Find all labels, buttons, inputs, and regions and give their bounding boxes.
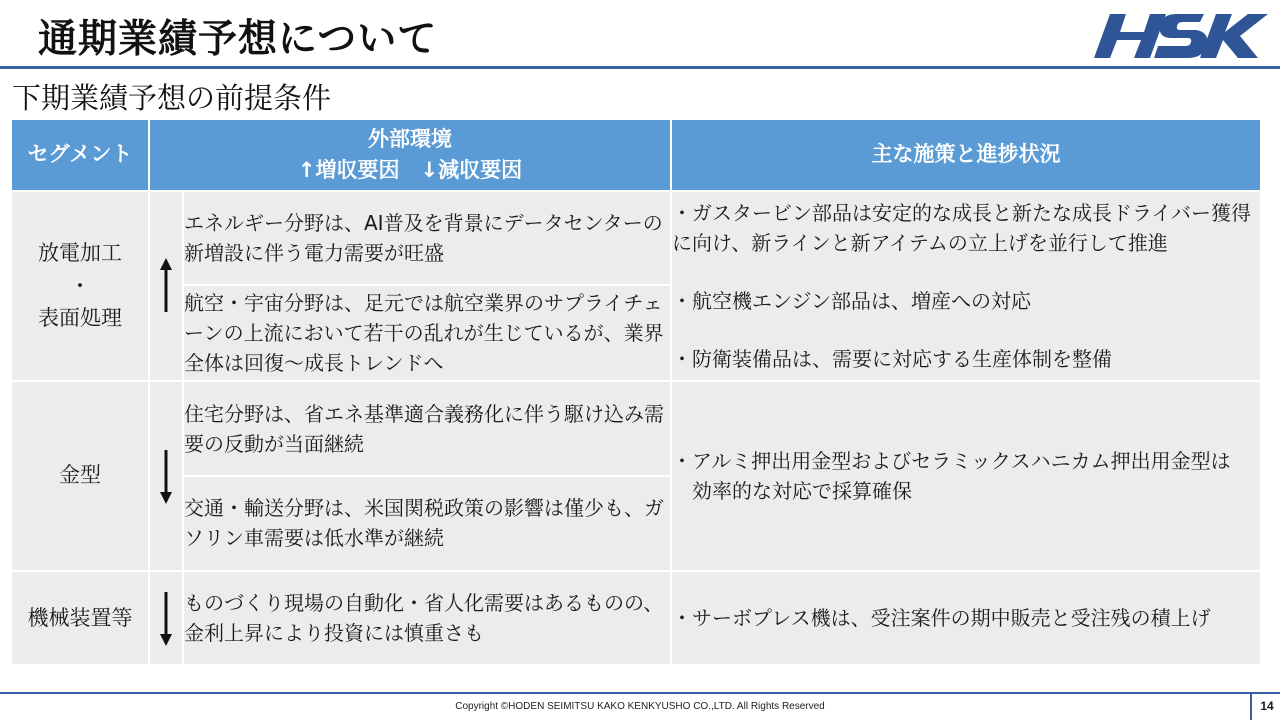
header-divider (0, 66, 1280, 69)
measure-item: ・防衛装備品は、需要に対応する生産体制を整備 (672, 347, 1113, 372)
header-environment-line2: ↑増収要因 ↓減収要因 (297, 158, 523, 183)
header-environment (149, 119, 671, 191)
measures-cell (671, 571, 1261, 665)
measure-item: ・ガスタービン部品は安定的な成長と新たな成長ドライバー獲得に向け、新ラインと新アイテムの立上げを並行して推進 (672, 201, 1252, 256)
page-number: 14 (1250, 694, 1280, 720)
measure-item: ・航空機エンジン部品は、増産への対応 (672, 289, 1032, 314)
segment-cell-edm (11, 191, 149, 381)
measures-cell (671, 191, 1261, 381)
segment-line: 金型 (59, 463, 101, 488)
header-segment: セグメント (11, 119, 149, 191)
segment-cell-machinery (11, 571, 149, 665)
header-measures: 主な施策と進捗状況 (671, 119, 1261, 191)
arrow-down-icon (159, 590, 173, 646)
environment-cell: 交通・輸送分野は、米国関税政策の影響は僅少も、ガソリン車需要は低水準が継続 (183, 476, 671, 570)
company-logo (1092, 10, 1268, 62)
table-row (11, 191, 1261, 284)
measure-item: ・アルミ押出用金型およびセラミックスハニカム押出用金型は (672, 448, 1231, 473)
segment-cell-molds (11, 381, 149, 571)
premises-table (10, 118, 1262, 666)
direction-cell (149, 381, 183, 571)
copyright-text: Copyright ©HODEN SEIMITSU KAKO KENKYUSHO CO.,LTD. All Rights Reserved (455, 701, 825, 712)
table-row (11, 381, 1261, 476)
page-title: 通期業績予想について (38, 17, 438, 62)
environment-cell: エネルギー分野は、AI普及を背景にデータセンターの新増設に伴う電力需要が旺盛 (183, 191, 671, 284)
measure-item-continued: 効率的な対応で採算確保 (692, 478, 913, 503)
environment-cell: 住宅分野は、省エネ基準適合義務化に伴う駆け込み需要の反動が当面継続 (183, 381, 671, 476)
arrow-up-icon (159, 258, 173, 314)
environment-cell: 航空・宇宙分野は、足元では航空業界のサプライチェーンの上流において若干の乱れが生じているが、業界全体は回復～成長トレンドへ (183, 285, 671, 381)
segment-line: ・ (69, 273, 91, 298)
segment-line: 機械装置等 (27, 605, 133, 630)
table-row (11, 571, 1261, 665)
direction-cell (149, 191, 183, 381)
arrow-down-icon (159, 448, 173, 504)
measure-item: ・サーボプレス機は、受注案件の期中販売と受注残の積上げ (672, 605, 1211, 630)
table-header-row (11, 119, 1261, 191)
section-subtitle: 下期業績予想の前提条件 (12, 81, 332, 115)
environment-cell: ものづくり現場の自動化・省人化需要はあるものの、金利上昇により投資には慎重さも (183, 571, 671, 665)
footer-divider (0, 692, 1280, 694)
direction-cell (149, 571, 183, 665)
segment-line: 放電加工 (38, 241, 122, 266)
header-environment-line1: 外部環境 (368, 126, 452, 151)
measures-cell (671, 381, 1261, 571)
segment-line: 表面処理 (38, 306, 122, 331)
